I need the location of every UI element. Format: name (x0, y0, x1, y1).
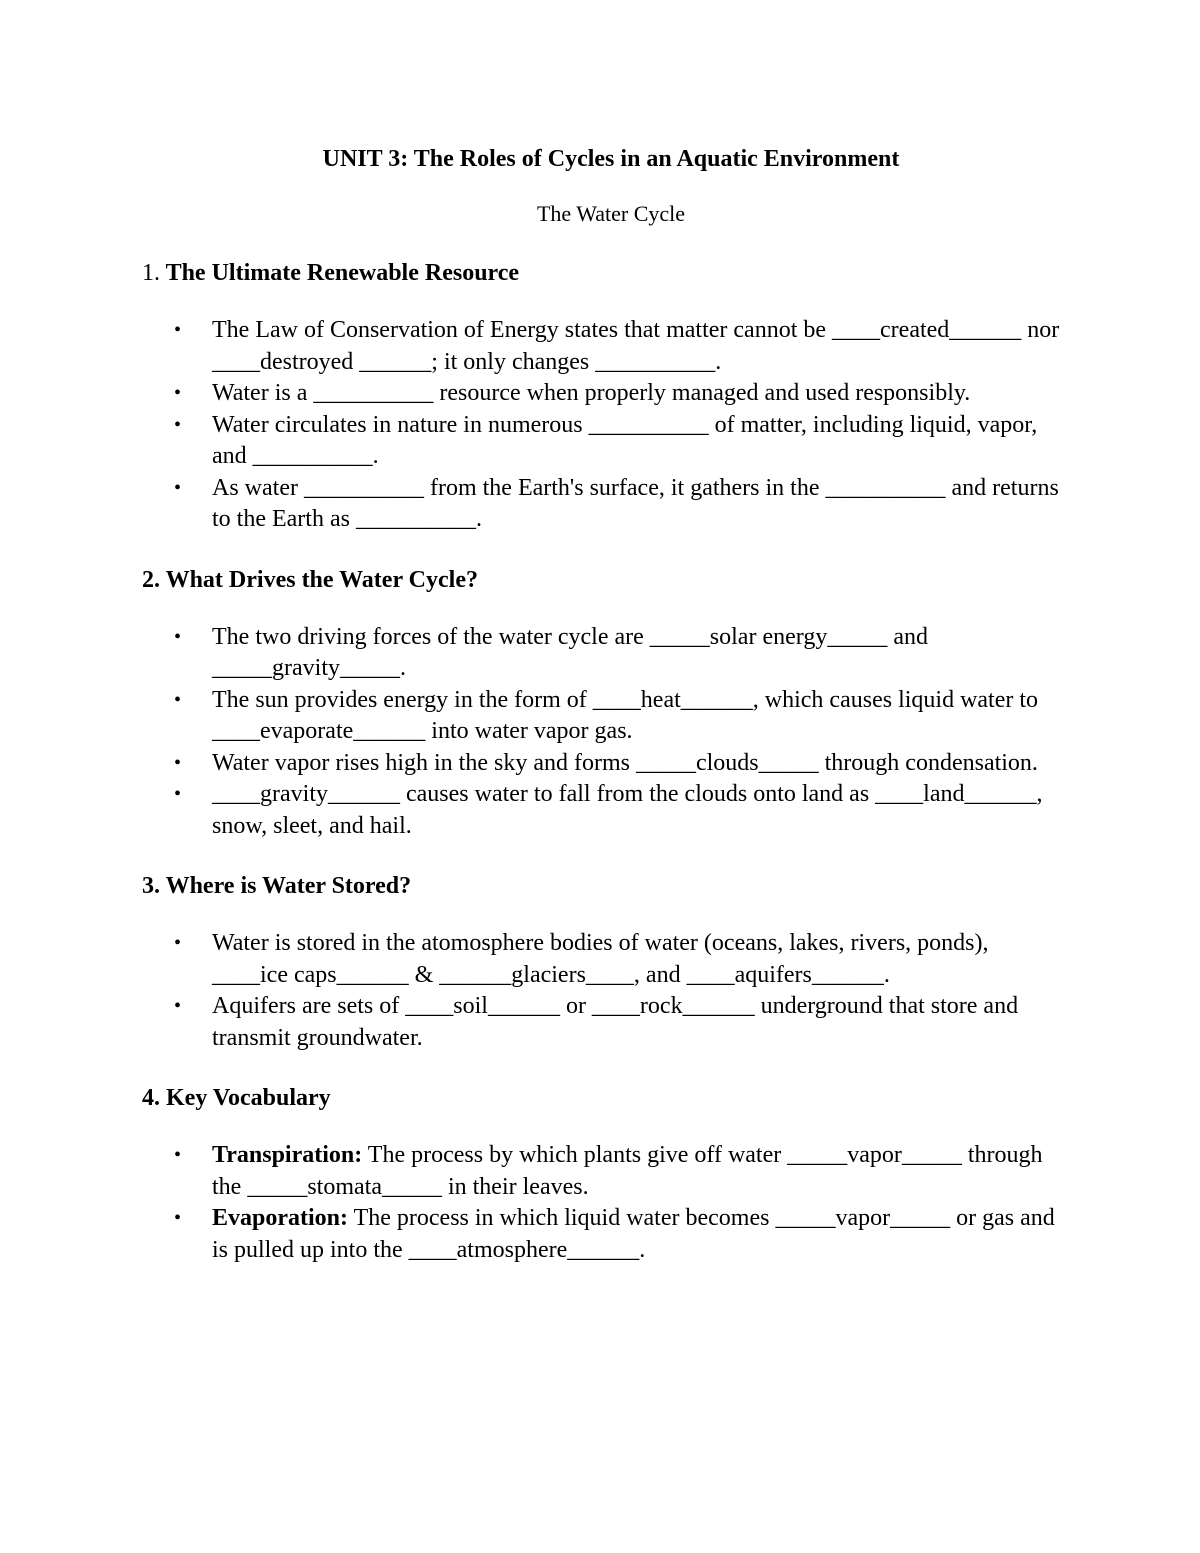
list-item-text: Water vapor rises high in the sky and forms _____clouds_____ through condensation. (212, 749, 1038, 776)
list-item (142, 991, 1062, 1054)
section-number: 1. (142, 260, 160, 286)
list-item-text: Water circulates in nature in numerous __________ of matter, including liquid, vapor, and __________. (212, 411, 1038, 469)
list-item-text: The Law of Conservation of Energy states that matter cannot be ____created______ nor ____destroyed ______; it only changes __________. (212, 317, 1060, 375)
vocabulary-definition: The process by which plants give off water _____vapor_____ through the _____stomata_____ in their leaves. (212, 1142, 1043, 1200)
bullet-icon: • (174, 751, 182, 774)
section-heading (142, 564, 1080, 596)
section-title: What Drives the Water Cycle? (165, 566, 478, 593)
section-number: 4. (142, 1085, 160, 1111)
bullet-icon: • (174, 1207, 182, 1229)
list-item-text: The sun provides energy in the form of ____heat______, which causes liquid water to ____evaporate______ into water vapor gas. (212, 686, 1039, 744)
vocabulary-term: Evaporation: (212, 1205, 349, 1231)
section-heading (142, 257, 1080, 289)
bullet-icon: • (174, 625, 182, 648)
section-heading (142, 1082, 1080, 1114)
list-item (142, 410, 1062, 473)
vocabulary-item-evaporation (142, 1203, 1062, 1266)
bullet-icon: • (174, 382, 182, 404)
list-item (142, 748, 1062, 780)
bullet-icon: • (174, 1144, 182, 1166)
vocabulary-term: Transpiration: (212, 1142, 363, 1168)
bullet-icon: • (174, 995, 182, 1017)
bullet-list (142, 622, 1080, 843)
bullet-list (142, 1140, 1080, 1266)
list-item-text: The two driving forces of the water cycle are _____solar energy_____ and _____gravity_____. (212, 623, 928, 681)
section-what-drives-water-cycle (142, 564, 1080, 843)
bullet-icon: • (174, 688, 182, 711)
vocabulary-definition: The process in which liquid water becomes _____vapor_____ or gas and is pulled up into the ____atmosphere______. (212, 1205, 1055, 1263)
list-item-text: Water is a __________ resource when properly managed and used responsibly. (212, 380, 971, 406)
list-item (142, 473, 1062, 536)
list-item (142, 928, 1062, 991)
list-item-text: Water is stored in the atomosphere bodies of water (oceans, lakes, rivers, ponds), ____ice caps______ & ______glaciers____, and ____aquifers______. (212, 930, 989, 988)
section-where-is-water-stored (142, 870, 1080, 1054)
section-title: The Ultimate Renewable Resource (165, 260, 520, 286)
document-subtitle: The Water Cycle (536, 201, 686, 226)
list-item-text: Aquifers are sets of ____soil______ or ____rock______ underground that store and transmit groundwater. (212, 993, 1019, 1051)
list-item (142, 315, 1062, 378)
bullet-icon: • (174, 413, 182, 436)
section-title: Key Vocabulary (166, 1085, 331, 1111)
list-item-text: As water __________ from the Earth's surface, it gathers in the __________ and returns to the Earth as __________. (212, 474, 1059, 532)
list-item (142, 685, 1062, 748)
section-title: Where is Water Stored? (165, 873, 412, 899)
section-number: 2. (142, 566, 160, 593)
list-item (142, 622, 1062, 685)
list-item-text: ____gravity______ causes water to fall from the clouds onto land as ____land______, snow, sleet, and hail. (212, 781, 1043, 839)
section-heading (142, 870, 1080, 902)
bullet-icon: • (174, 783, 182, 805)
list-item (142, 378, 1062, 410)
bullet-icon: • (174, 476, 182, 499)
bullet-list (142, 315, 1080, 536)
list-item (142, 779, 1062, 842)
document-title: UNIT 3: The Roles of Cycles in an Aquatic Environment (322, 146, 900, 172)
section-ultimate-renewable-resource (142, 257, 1080, 536)
bullet-icon: • (174, 932, 182, 954)
section-number: 3. (142, 873, 160, 899)
vocabulary-item-transpiration (142, 1140, 1062, 1203)
bullet-list (142, 928, 1080, 1054)
bullet-icon: • (174, 319, 182, 341)
section-key-vocabulary (142, 1082, 1080, 1266)
